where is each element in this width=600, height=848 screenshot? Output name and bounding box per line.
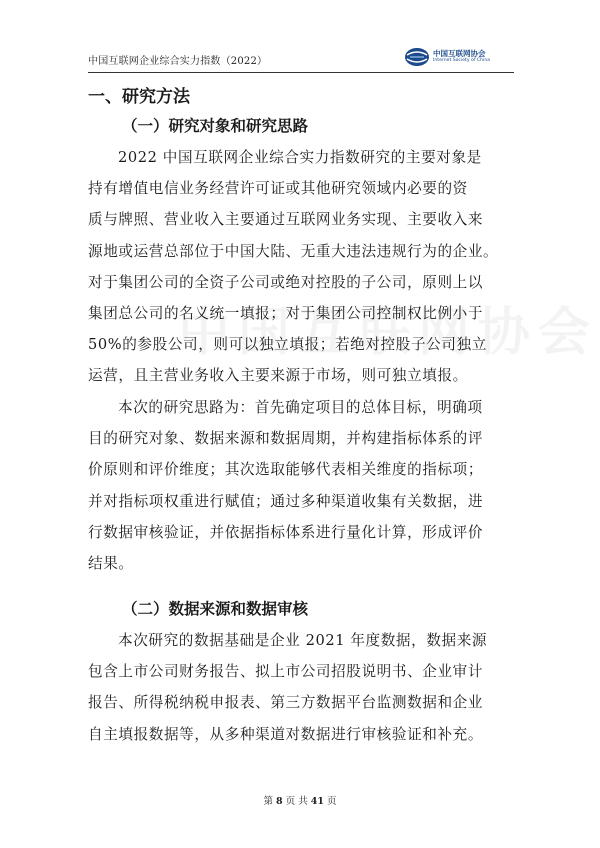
- text-line: 本次研究的数据基础是企业 2021 年度数据，数据来源: [118, 632, 488, 649]
- text-line: 对于集团公司的全资子公司或绝对控股的子公司，原则上以: [88, 273, 484, 291]
- section-heading: 一、研究方法: [88, 87, 190, 107]
- text-line: 目的研究对象、数据来源和数据周期，并构建指标体系的评: [88, 430, 484, 448]
- subsection-heading-2: （二）数据来源和数据审核: [122, 600, 309, 618]
- logo-subtitle: Internet Society of China: [433, 58, 491, 63]
- page-total: 41: [310, 796, 324, 807]
- globe-logo-icon: [404, 47, 430, 67]
- footer-suffix: 页: [327, 796, 337, 807]
- organization-logo: [404, 46, 512, 68]
- text-line: 报告、所得税纳税申报表、第三方数据平台监测数据和企业: [88, 694, 484, 712]
- text-line: 集团总公司的名义统一填报；对于集团公司控制权比例小于: [88, 305, 484, 323]
- subsection-heading-1: （一）研究对象和研究思路: [122, 117, 309, 135]
- text-line: 2022 中国互联网企业综合实力指数研究的主要对象是: [118, 149, 482, 166]
- page-header: [88, 46, 514, 73]
- text-line: 结果。: [88, 555, 134, 573]
- text-line: 持有增值电信业务经营许可证或其他研究领域内必要的资: [88, 180, 468, 198]
- text-line: 自主填报数据等，从多种渠道对数据进行审核验证和补充。: [88, 725, 484, 743]
- text-line: 行数据审核验证，并依据指标体系进行量化计算，形成评价: [88, 523, 484, 541]
- text-line: 并对指标项权重进行赋值；通过多种渠道收集有关数据，进: [88, 492, 484, 510]
- paragraph-research-object: [88, 142, 514, 392]
- paragraph-data-source: [88, 625, 514, 750]
- header-title: 中国互联网企业综合实力指数（2022）: [88, 56, 268, 67]
- text-line: 50%的参股公司，则可以独立填报；若绝对控股子公司独立: [88, 336, 487, 354]
- footer-middle: 页 共: [285, 796, 308, 807]
- text-line: 本次的研究思路为：首先确定项目的总体目标，明确项: [118, 399, 483, 416]
- text-line: 包含上市公司财务报告、拟上市公司招股说明书、企业审计: [88, 663, 484, 681]
- page-number: 8: [276, 796, 283, 807]
- page-footer: [0, 793, 600, 807]
- text-line: 价原则和评价维度；其次选取能够代表相关维度的指标项；: [88, 461, 484, 479]
- logo-name: 中国互联网协会: [433, 49, 486, 58]
- text-line: 源地或运营总部位于中国大陆、无重大违法违规行为的企业。: [88, 242, 499, 260]
- paragraph-research-approach: [88, 392, 514, 579]
- footer-prefix: 第: [263, 796, 273, 807]
- text-line: 运营，且主营业务收入主要来源于市场，则可独立填报。: [88, 367, 468, 385]
- text-line: 质与牌照、营业收入主要通过互联网业务实现、主要收入来: [88, 211, 484, 229]
